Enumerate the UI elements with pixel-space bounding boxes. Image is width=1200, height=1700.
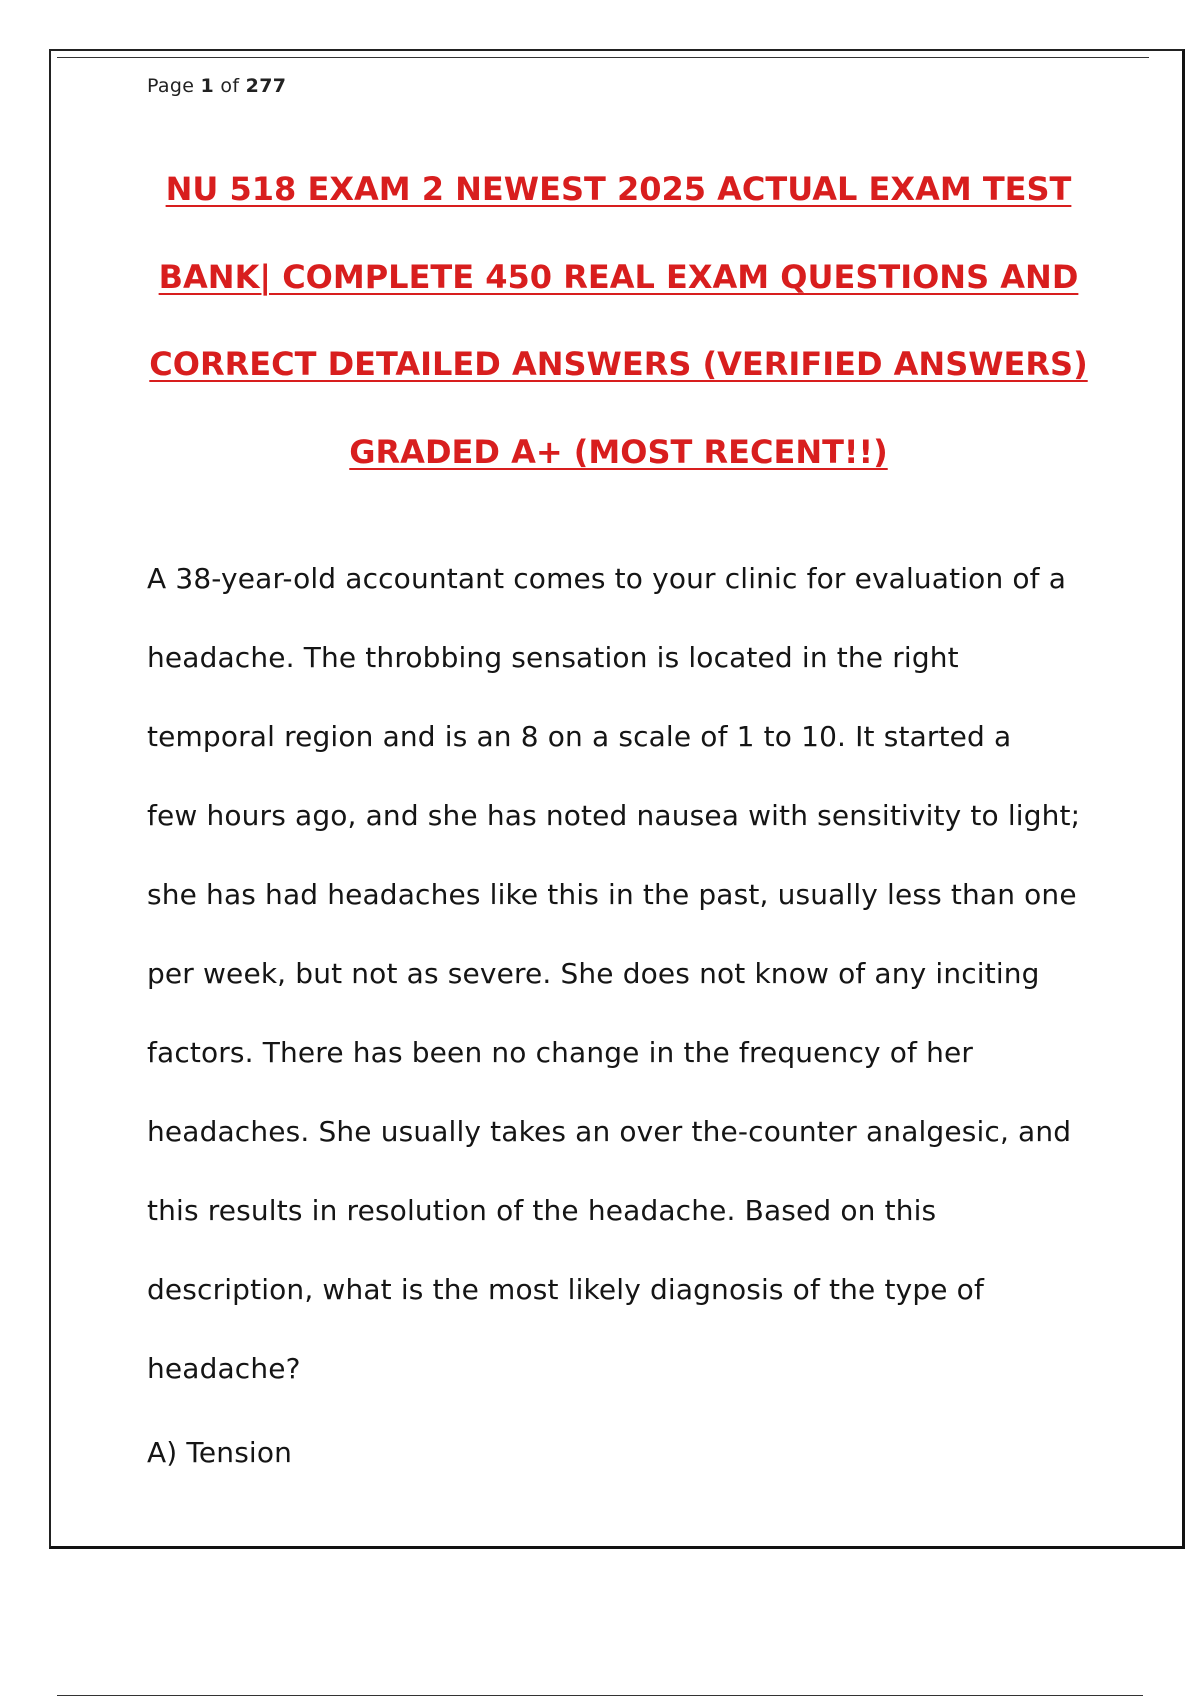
answer-option-a: A) Tension bbox=[147, 1436, 293, 1469]
question-line: few hours ago, and she has noted nausea with sensitivity to light; bbox=[147, 799, 1081, 832]
question-line: headache. The throbbing sensation is located in the right bbox=[147, 641, 959, 674]
question-line: description, what is the most likely diagnosis of the type of bbox=[147, 1273, 984, 1306]
page-prefix: Page bbox=[147, 75, 201, 97]
page-frame bbox=[49, 49, 1185, 1549]
next-page-rule bbox=[57, 1695, 1143, 1696]
page-separator: of bbox=[214, 75, 246, 97]
document-title bbox=[111, 146, 1126, 496]
page-total: 277 bbox=[245, 75, 287, 97]
title-line-2: BANK| COMPLETE 450 REAL EXAM QUESTIONS AND bbox=[158, 257, 1079, 296]
question-line: per week, but not as severe. She does not know of any inciting bbox=[147, 957, 1040, 990]
title-line-1: NU 518 EXAM 2 NEWEST 2025 ACTUAL EXAM TEST bbox=[165, 170, 1072, 208]
top-rule bbox=[57, 57, 1149, 58]
question-line: factors. There has been no change in the frequency of her bbox=[147, 1036, 974, 1069]
page-indicator bbox=[147, 75, 286, 97]
question-line: she has had headaches like this in the past, usually less than one bbox=[147, 878, 1077, 911]
page-current: 1 bbox=[200, 75, 215, 97]
question-text bbox=[147, 539, 1137, 1408]
question-line: A 38-year-old accountant comes to your clinic for evaluation of a bbox=[147, 562, 1067, 595]
title-line-3: CORRECT DETAILED ANSWERS (VERIFIED ANSWERS) bbox=[149, 345, 1088, 383]
question-line: headaches. She usually takes an over the-counter analgesic, and bbox=[147, 1115, 1072, 1148]
question-line: headache? bbox=[147, 1352, 301, 1385]
question-line: this results in resolution of the headache. Based on this bbox=[147, 1194, 937, 1227]
question-line: temporal region and is an 8 on a scale of 1 to 10. It started a bbox=[147, 720, 1012, 753]
title-line-4: GRADED A+ (MOST RECENT!!) bbox=[349, 432, 888, 471]
